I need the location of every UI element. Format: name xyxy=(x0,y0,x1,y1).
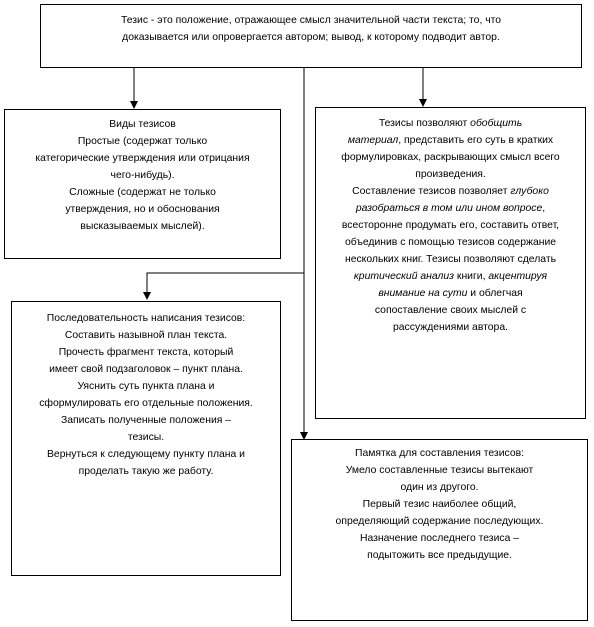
purpose-emphasis: материал xyxy=(347,135,399,146)
definition-line-1: Тезис - это положение, отражающее смысл значительной части текста; то, что xyxy=(120,15,502,26)
purpose-line: формулировках, раскрывающих смысл всего xyxy=(341,152,560,163)
types-line: чего-нибудь). xyxy=(110,170,175,181)
purpose-emphasis: обобщить xyxy=(470,118,523,129)
purpose-line: нескольких книг. Тезисы позволяют сделать xyxy=(344,254,557,265)
purpose-emphasis: акцентируя xyxy=(488,271,548,282)
arrow-to-sequence xyxy=(147,273,304,299)
sequence-line: Записать полученные положения – xyxy=(60,415,232,426)
purpose-line: объединив с помощью тезисов содержание xyxy=(344,237,557,248)
sequence-title: Последовательность написания тезисов: xyxy=(46,313,246,324)
purpose-emphasis: внимание на сути xyxy=(378,288,468,299)
purpose-emphasis: глубоко xyxy=(510,186,549,197)
memo-line: Первый тезис наиболее общий, xyxy=(362,499,517,510)
purpose-emphasis: разобраться в том или ином вопросе xyxy=(355,203,543,214)
purpose-line: критический анализ книги, акцентируя xyxy=(353,271,548,282)
purpose-line: всесторонне продумать его, составить ответ, xyxy=(341,220,560,231)
definition-box xyxy=(40,4,582,68)
purpose-emphasis: критический анализ xyxy=(353,271,455,282)
memo-line: подытожить все предыдущие. xyxy=(367,550,512,561)
memo-line: Умело составленные тезисы вытекают xyxy=(345,465,534,476)
purpose-line: материал, представить его суть в кратких xyxy=(347,135,554,146)
sequence-line: тезисы. xyxy=(127,432,165,443)
sequence-line: Вернуться к следующему пункту плана и xyxy=(46,449,245,460)
types-title: Виды тезисов xyxy=(109,119,176,130)
types-line: утверждения, но и обоснования xyxy=(65,204,220,215)
memo-box xyxy=(291,439,588,621)
purpose-line: Тезисы позволяют обобщить xyxy=(378,118,523,129)
memo-line: один из другого. xyxy=(400,482,479,493)
types-line: Сложные (содержат не только xyxy=(69,187,216,198)
types-line: категорические утверждения или отрицания xyxy=(35,153,250,164)
sequence-line: Прочесть фрагмент текста, который xyxy=(58,347,234,358)
sequence-line: Составить назывной план текста. xyxy=(64,330,228,341)
types-line: Простые (содержат только xyxy=(77,136,208,147)
memo-line: Назначение последнего тезиса – xyxy=(359,533,520,544)
purpose-line: Составление тезисов позволяет глубоко xyxy=(352,186,549,197)
purpose-line: произведения. xyxy=(415,169,486,180)
sequence-line: имеет свой подзаголовок – пункт плана. xyxy=(49,364,243,375)
purpose-line: внимание на сути и облегчая xyxy=(378,288,523,299)
memo-title: Памятка для составления тезисов: xyxy=(355,448,524,459)
purpose-line: разобраться в том или ином вопросе, xyxy=(355,203,546,214)
purpose-line: сопоставление своих мыслей с xyxy=(374,305,527,316)
purpose-line: рассуждениями автора. xyxy=(393,322,508,333)
types-line: высказываемых мыслей). xyxy=(80,221,205,232)
writing-sequence-box xyxy=(11,301,281,576)
definition-line-2: доказывается или опровергается автором; вывод, к которому подводит автор. xyxy=(122,32,500,43)
sequence-line: сформулировать его отдельные положения. xyxy=(39,398,253,409)
thesis-types-box xyxy=(4,109,281,259)
thesis-purpose-box xyxy=(315,107,586,419)
memo-line: определяющий содержание последующих. xyxy=(335,516,544,527)
sequence-line: Уяснить суть пункта плана и xyxy=(77,381,215,392)
sequence-line: проделать такую же работу. xyxy=(78,466,214,477)
